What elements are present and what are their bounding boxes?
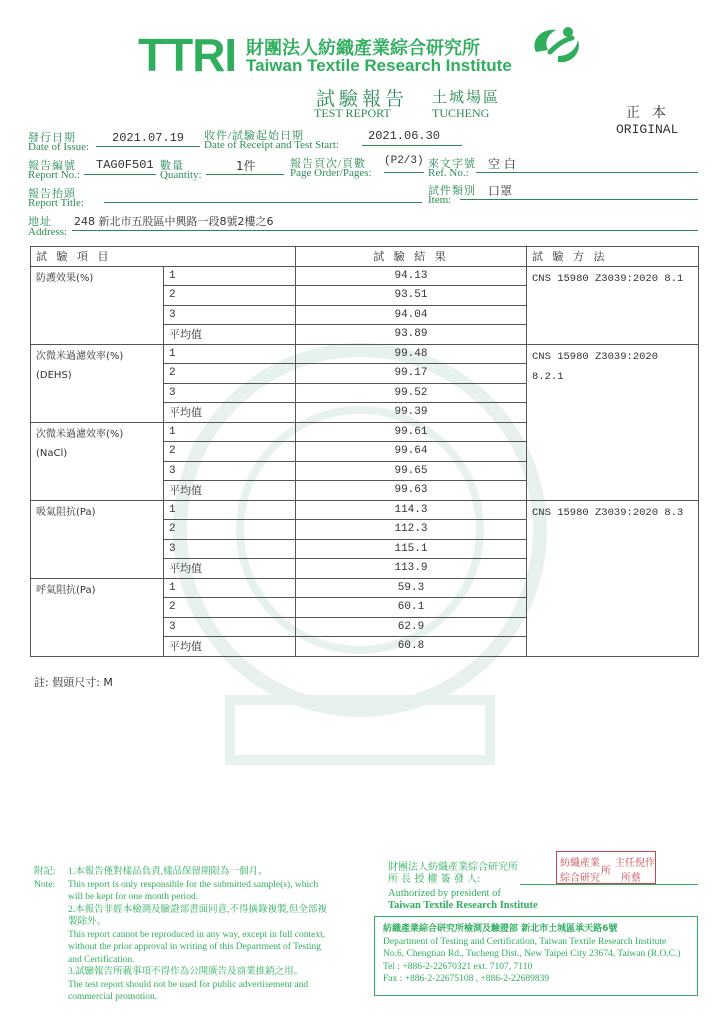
note-2-en: This report cannot be reproduced in any way, except in full context, without the prior approval in writing of this Department of Testing and Certification. [68,929,326,965]
sample-no: 1 [164,422,296,442]
date-issue-value: 2021.07.19 [112,131,185,145]
result-value: 94.13 [296,266,527,286]
original-label-zh: 正本 [626,106,678,121]
item-value: 口罩 [488,184,513,198]
department-tel: Tel : +886-2-22670321 ext. 7107, 7110 [383,961,533,972]
authorization-en: Authorized by president of Taiwan Textile Research Institute [388,888,538,911]
result-value: 93.51 [296,286,527,306]
test-item-cell: 防護效果(%) [31,266,164,344]
result-value: 59.3 [296,578,527,598]
test-item-cell: 呼氣阻抗(Pa) [31,578,164,656]
result-value: 99.52 [296,383,527,403]
average-value: 99.63 [296,481,527,501]
sample-no: 2 [164,364,296,384]
sample-no: 2 [164,520,296,540]
average-value: 113.9 [296,559,527,579]
sample-no: 2 [164,598,296,618]
lab-name-en: TUCHENG [432,106,490,120]
sample-no: 3 [164,383,296,403]
original-label-en: ORIGINAL [616,122,679,137]
table-row [31,344,699,364]
result-value: 112.3 [296,520,527,540]
result-value: 99.48 [296,344,527,364]
ref-no-value: 空 白 [488,157,516,171]
result-value: 115.1 [296,539,527,559]
header-test-method: 試 驗 方 法 [527,247,699,267]
sample-no: 3 [164,539,296,559]
average-value: 93.89 [296,325,527,345]
test-report-title-en: TEST REPORT [314,106,391,120]
test-item-cell: 次微米過濾效率(%) (DEHS) [31,344,164,422]
result-value: 99.64 [296,442,527,462]
remark-note: 註: 假頭尺寸: M [34,676,113,689]
report-title-label-en: Report Title: [28,197,84,209]
result-value: 62.9 [296,617,527,637]
table-header-row [31,247,699,267]
page-value: (P2/3) [384,155,424,167]
result-value: 60.1 [296,598,527,618]
notes-key-zh: 附記: [34,867,56,877]
result-value: 99.17 [296,364,527,384]
test-item-cell: 次微米過濾效率(%) (NaCl) [31,422,164,500]
page-label-en: Page Order/Pages: [290,167,372,179]
note-1-en: This report is only responsible for the submitted sample(s), which will be kept for one month period. [68,879,319,902]
date-issue-label-en: Date of Issue: [28,141,90,153]
address-label-en: Address: [28,226,68,238]
ttri-logo: TTRI [138,29,237,81]
test-method-cell: CNS 15980 Z3039:2020 8.1 [527,266,699,344]
report-no-value: TAG0F501 [96,158,154,172]
test-method-cell: CNS 15980 Z3039:2020 8.3 [527,500,699,656]
institute-name-zh: 財團法人紡織產業綜合研究所 [246,38,480,59]
quantity-label-zh: 數量 [160,160,184,172]
quantity-value: 1件 [236,159,256,173]
address-value: 248 新北市五股區中興路一段8號2樓之6 [74,215,274,228]
test-results-table [30,246,699,657]
table-row [31,500,699,520]
report-title-label-zh: 報告抬頭 [28,188,76,200]
sample-no: 2 [164,286,296,306]
department-name-en: Department of Testing and Certification, Taiwan Textile Research Institute [383,936,667,947]
note-1-zh: 1.本報告僅對樣品負責,樣品保留期限為一個月。 [68,867,268,877]
institute-name-en: Taiwan Textile Research Institute [246,56,512,75]
test-item-cell: 吸氣阻抗(Pa) [31,500,164,578]
notes-key-en: Note: [34,879,56,890]
ttri-swirl-logo-icon [528,22,584,70]
average-label: 平均值 [164,325,296,345]
note-2-zh: 2.本報告非經本檢測及驗證部書面同意,不得摘錄複製,但全部複製除外。 [68,904,327,927]
average-label: 平均值 [164,403,296,423]
result-value: 94.04 [296,305,527,325]
signature-seal-stamp: 紡織產業 綜合研究 所 主任 倪作 所蔡 [556,851,656,884]
sample-no: 1 [164,266,296,286]
page-label-zh: 報告頁次/頁數 [290,158,367,170]
sample-no: 3 [164,461,296,481]
result-value: 99.65 [296,461,527,481]
header-test-item: 試 驗 項 目 [31,247,296,267]
date-issue-label-zh: 發行日期 [28,132,76,144]
report-notes [34,866,334,1004]
date-receipt-label-zh: 收件/試驗起始日期 [204,130,305,142]
report-no-label-zh: 報告編號 [28,160,76,172]
department-contact-box [374,916,698,996]
note-3-en: The test report should not be used for public advertisement and commercial promotion. [68,979,309,1002]
department-name-zh: 紡織產業綜合研究所檢測及驗證部 新北市土城區承天路6號 [383,924,618,934]
department-fax: Fax : +886-2-22675108 , +886-2-22689839 [383,974,550,984]
table-row [31,266,699,286]
sample-no: 1 [164,578,296,598]
department-address: No.6, Chengtian Rd., Tucheng Dist., New Taipei City 23674, Taiwan (R.O.C.) [383,949,681,959]
ref-no-label-zh: 來文字號 [428,158,476,170]
quantity-label-en: Quantity: [160,169,202,181]
item-label-en: Item: [428,194,452,206]
date-receipt-value: 2021.06.30 [368,129,441,143]
result-value: 114.3 [296,500,527,520]
date-receipt-label-en: Date of Receipt and Test Start: [204,139,339,151]
report-no-label-en: Report No.: [28,169,80,181]
header-test-result: 試 驗 結 果 [296,247,527,267]
test-report-title-zh: 試驗報告 [316,89,409,110]
sample-no: 2 [164,442,296,462]
note-3-zh: 3.試驗報告所載事項不得作為公開廣告及商業推銷之用。 [68,967,304,977]
test-method-cell: CNS 15980 Z3039:2020 8.2.1 [527,344,699,500]
average-label: 平均值 [164,481,296,501]
sample-no: 1 [164,500,296,520]
address-label-zh: 地址 [28,216,52,228]
sample-no: 3 [164,305,296,325]
average-value: 99.39 [296,403,527,423]
result-value: 99.61 [296,422,527,442]
average-value: 60.8 [296,637,527,657]
sample-no: 3 [164,617,296,637]
ref-no-label-en: Ref. No.: [428,167,469,179]
average-label: 平均值 [164,559,296,579]
sample-no: 1 [164,344,296,364]
lab-name-zh: 土城場區 [432,90,501,106]
average-label: 平均值 [164,637,296,657]
item-label-zh: 試件類別 [428,185,476,197]
authorization-zh: 財團法人紡織產業綜合研究所 所 長 授 權 簽 發 人: [388,862,518,885]
